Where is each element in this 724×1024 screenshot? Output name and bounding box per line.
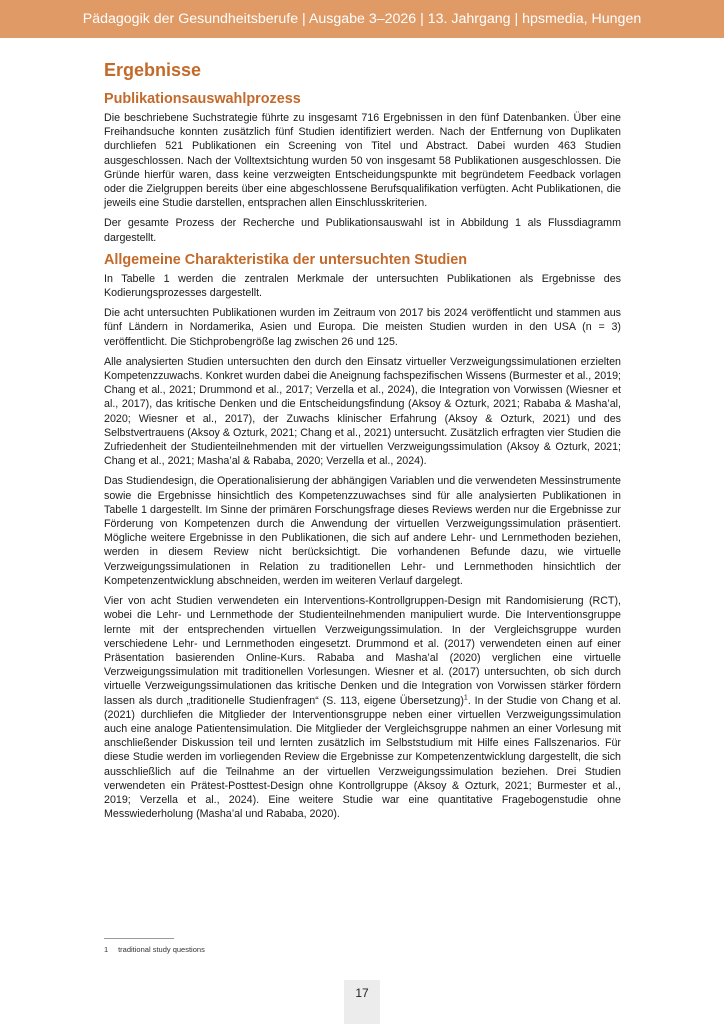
footnote-divider bbox=[104, 938, 174, 939]
paragraph-text: Vier von acht Studien verwendeten ein Interventions-Kontrollgruppen-Design mit Randomisierung (RCT), wobei die Lehr- und Lernmethode der Studienteilnehmenden manipuliert wurde. Die Interventionsgruppe lernte mit der entsprechenden virtuellen Verzweigungssimulation. In der Vergleichsgruppe wurden verschiedene Lehr- und Lernmethoden eingesetzt. Drummond et al. (2017) verwendeten einen auf einer Präsentation basierenden Online-Kurs. Rababa and Masha’al (2020) verglichen eine virtuelle Verzweigungssimulation mit traditionellen Vorlesungen. Wiesner et al. (2017) untersuchten, ob sich durch virtuelle Verzweigungssimulationen das kritische Denken und die Integration von Vorwissen stärker fördern lassen als durch „traditionelle Studienfragen“ (S. 113, eigene Übersetzung) bbox=[104, 595, 621, 707]
running-header bbox=[0, 0, 724, 38]
main-content bbox=[104, 58, 621, 827]
page-number: 17 bbox=[355, 986, 369, 1000]
footnote-reference[interactable]: 1 bbox=[463, 693, 468, 701]
paragraph: Das Studiendesign, die Operationalisierung der abhängigen Variablen und die verwendeten Messinstrumente sowie die Ergebnisse hinsichtlich des Kompetenzzuwachses sind für alle analysierten Publikationen in Tabelle 1 dargestellt. Im Sinne der primären Forschungsfrage dieses Reviews werden nur die Ergebnisse zur Förderung von Kompetenzen durch die Anwendung der virtuellen Verzweigungssimulation präsentiert. Mögliche weitere Ergebnisse in den Publikationen, die sich auf andere Lehr- und Lernmethoden beziehen, werden in diesem Review nicht berücksichtigt. Die vorhandenen Befunde dazu, wie virtuelle Verzweigungssimulationen in Relation zu traditionellen Lehr- und Lernmethoden hinsichtlich der Kompetenzentwicklung abschneiden, werden im weiteren Verlauf dargelegt. bbox=[104, 475, 621, 587]
paragraph: Der gesamte Prozess der Recherche und Publikationsauswahl ist in Abbildung 1 als Flussdiagramm dargestellt. bbox=[104, 217, 621, 244]
paragraph: Die beschriebene Suchstrategie führte zu insgesamt 716 Ergebnissen in den fünf Datenbanken. Über eine Freihandsuche konnten zusätzlich fünf Studien identifiziert werden. Nach der Entfernung von Duplikaten durchliefen 521 Publikationen ein Screening von Titel und Abstract. Dabei wurden 463 Studien ausgeschlossen. Nach der Volltextsichtung wurden 50 von insgesamt 58 Publikationen ausgeschlossen. Die Gründe hierfür waren, dass keine verzweigten Entscheidungspunkte mit begründetem Feedback vorlagen oder die Zielgruppen bereits über eine abgeschlossene Berufsqualifikation verfügten. Acht Publikationen, die jeweils eine Studie darstellen, entsprachen allen Einschlusskriterien. bbox=[104, 112, 621, 210]
subsection-title-study-characteristics: Allgemeine Charakteristika der untersuchten Studien bbox=[104, 251, 468, 268]
paragraph-text: . In der Studie von Chang et al. (2021) durchliefen die Mitglieder der Interventionsgruppe neben einer virtuellen Verzweigungssimulation auch eine analoge Patientensimulation. Die Mitglieder der Vergleichsgruppe nahmen an einer Vorlesung mit anschließender Diskussion teil und lernten zusätzlich im Selbststudium mit Hilfe eines Fallszenarios. Für diese Studie werden im vorliegenden Review die Ergebnisse zur Kompetenzentwicklung dargestellt, die sich ausschließlich auf die Teilnahme an der virtuellen Verzweigungssimulation beziehen. Drei Studien verwendeten ein Prätest-Posttest-Design ohne Kontrollgruppe (Aksoy & Ozturk, 2021; Burmester et al., 2019; Verzella et al., 2024). Eine weitere Studie war eine quantitative Fragebogenstudie ohne Messwiederholung (Masha’al und Rababa, 2020). bbox=[104, 694, 621, 821]
footnote-text: traditional study questions bbox=[118, 945, 205, 954]
footnote-number: 1 bbox=[104, 945, 109, 954]
section-title: Ergebnisse bbox=[104, 60, 202, 80]
page-number-box bbox=[344, 980, 380, 1024]
paragraph: In Tabelle 1 werden die zentralen Merkmale der untersuchten Publikationen als Ergebnisse des Kodierungsprozesses dargestellt. bbox=[104, 272, 621, 300]
subsection-title-publication-selection: Publikationsauswahlprozess bbox=[104, 91, 301, 107]
footnote bbox=[104, 945, 205, 954]
running-head-text: Pädagogik der Gesundheitsberufe | Ausgabe 3–2026 | 13. Jahrgang | hpsmedia, Hungen bbox=[82, 11, 642, 27]
paragraph: Die acht untersuchten Publikationen wurden im Zeitraum von 2017 bis 2024 veröffentlicht und stammen aus fünf Ländern in Nordamerika, Asien und Europa. Die meisten Studien wurden in den USA (n = 3) veröffentlicht. Die Stichprobengröße lag zwischen 26 und 125. bbox=[104, 307, 621, 348]
paragraph bbox=[104, 594, 621, 821]
paragraph: Alle analysierten Studien untersuchten den durch den Einsatz virtueller Verzweigungssimulationen erzielten Kompetenzzuwachs. Konkret wurden dabei die Aneignung fachspezifischen Wissens (Burmester et al., 2019; Chang et al., 2021; Drummond et al., 2017; Verzella et al., 2024), die Integration von Vorwissen (Wiesner et al., 2017), das kritische Denken und die Entscheidungsfindung (Aksoy & Ozturk, 2021; Rababa & Masha’al, 2020; Wiesner et al., 2017), der Zuwachs klinischer Erfahrung (Aksoy & Ozturk, 2021) und des Selbstvertrauens (Aksoy & Ozturk, 2021; Chang et al., 2021) untersucht. Zusätzlich erfragten vier Studien die Zufriedenheit der Studienteilnehmenden mit der virtuellen Verzweigungssimulation (Aksoy & Ozturk, 2021; Chang et al., 2021; Masha’al & Rababa, 2020; Verzella et al., 2024). bbox=[104, 355, 621, 468]
